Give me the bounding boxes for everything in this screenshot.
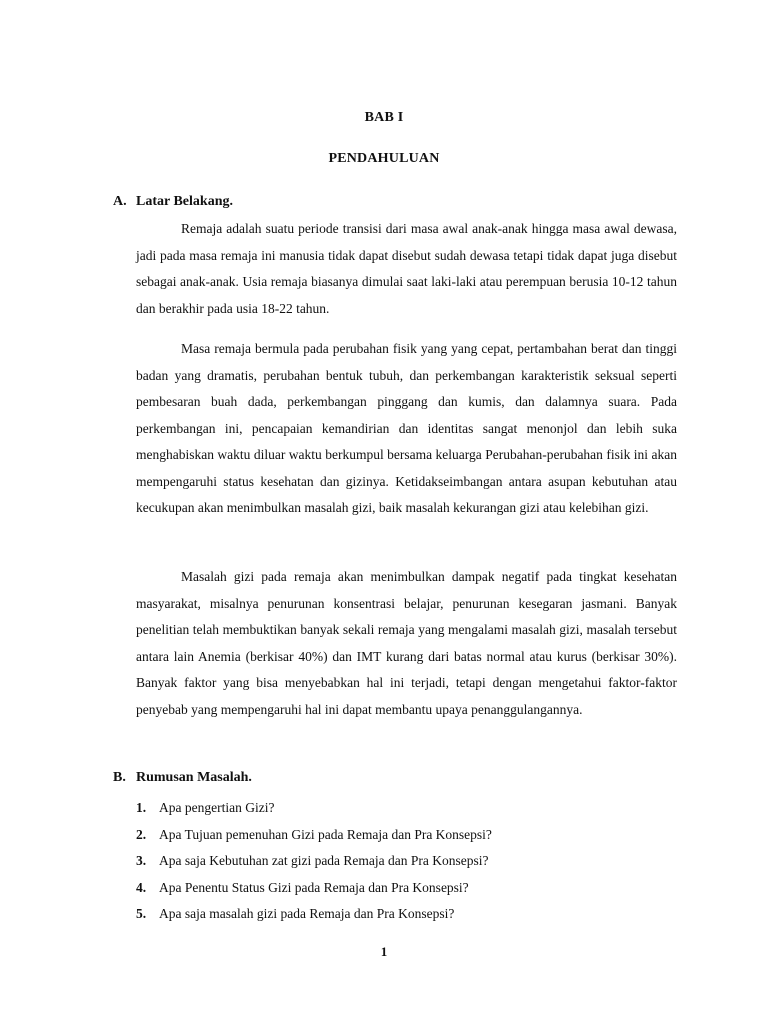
list-item [113,795,492,822]
list-item-text: Apa saja masalah gizi pada Remaja dan Pra Konsepsi? [159,906,455,921]
chapter-title: PENDAHULUAN [328,151,440,166]
list-item-text: Apa Penentu Status Gizi pada Remaja dan Pra Konsepsi? [159,879,469,895]
section-heading-rumusan-masalah [113,770,252,786]
section-letter: A. [113,194,127,209]
chapter-number: BAB I [364,110,404,125]
paragraph-1: Remaja adalah suatu periode transisi dari masa awal anak-anak hingga masa awal dewasa, jadi pada masa remaja ini manusia tidak dapat disebut sudah dewasa tetapi tidak dapat juga disebut sebagai anak-anak. Usia remaja biasanya dimulai saat laki-laki atau perempuan berusia 10-12 tahun dan berakhir pada usia 18-22 tahun. [136,221,677,316]
list-item [113,848,492,875]
list-item-text: Apa Tujuan pemenuhan Gizi pada Remaja dan Pra Konsepsi? [159,826,492,842]
list-item-text: Apa pengertian Gizi? [159,800,275,815]
list-item [113,875,492,902]
paragraph-2: Masa remaja bermula pada perubahan fisik yang yang cepat, pertambahan berat dan tinggi badan yang dramatis, perubahan bentuk tubuh, dan perkembangan karakteristik seksual seperti pembesaran buah dada, perkembangan pinggang dan kumis, dan dalamnya suara. Pada perkembangan ini, pencapaian kemandirian dan identitas sangat menonjol dan lebih suka menghabiskan waktu diluar waktu berkumpul bersama keluarga Perubahan-perubahan fisik ini akan mempengaruhi status kesehatan dan gizinya. Ketidakseimbangan antara asupan kebutuhan atau kecukupan akan menimbulkan masalah gizi, baik masalah kekurangan gizi atau kelebihan gizi. [136,341,677,515]
list-item-number: 5. [136,906,147,921]
section-letter: B. [113,770,126,785]
list-item [113,822,492,849]
paragraph-3: Masalah gizi pada remaja akan menimbulkan dampak negatif pada tingkat kesehatan masyarakat, misalnya penurunan konsentrasi belajar, penurunan kesegaran jasmani. Banyak penelitian telah membuktikan banyak sekali remaja yang mengalami masalah gizi, masalah tersebut antara lain Anemia (berkisar 40%) dan IMT kurang dari batas normal atau kurus (berkisar 30%). Banyak faktor yang bisa menyebabkan hal ini terjadi, tetapi dengan mengetahui faktor-faktor penyebab yang mempengaruhi hal ini dapat membantu upaya penanggulangannya. [136,569,677,717]
list-item-number: 3. [136,853,147,868]
section-title: Rumusan Masalah. [136,770,252,785]
section-title: Latar Belakang. [136,194,233,209]
section-heading-latar-belakang [113,194,233,210]
list-item-number: 4. [136,879,147,895]
list-item-number: 1. [136,800,147,815]
list-item [113,901,492,928]
problem-list [113,795,492,928]
list-item-number: 2. [136,826,147,842]
list-item-text: Apa saja Kebutuhan zat gizi pada Remaja dan Pra Konsepsi? [159,853,489,868]
page-number: 1 [380,944,388,959]
